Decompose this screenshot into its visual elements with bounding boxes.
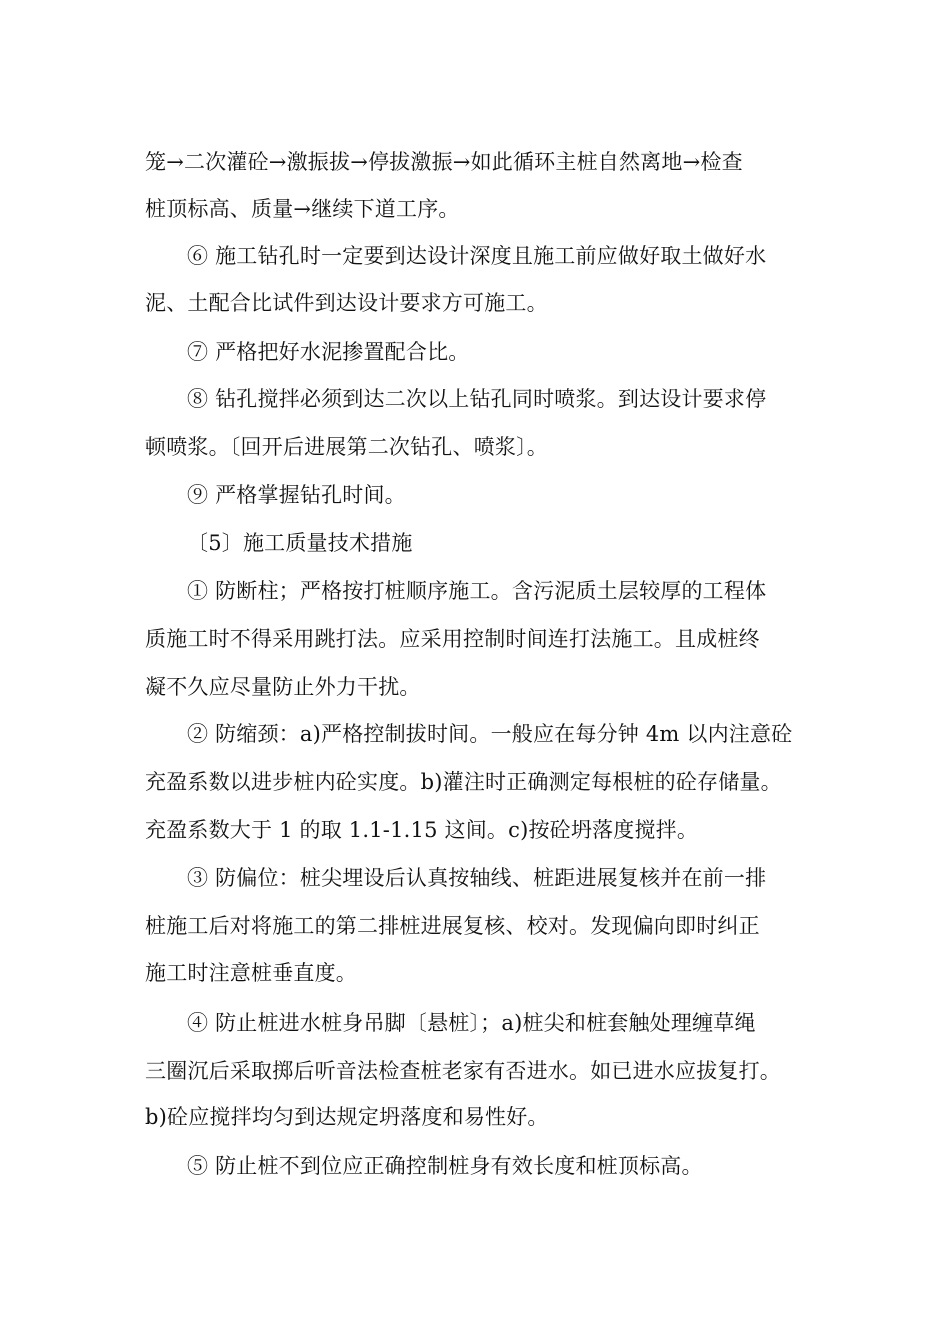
text-line: 桩施工后对将施工的第二排桩进展复核、校对。发现偏向即时纠正 bbox=[145, 914, 760, 938]
text-line: 桩顶标高、质量→继续下道工序。 bbox=[145, 197, 460, 221]
text-line: ① 防断柱；严格按打桩顺序施工。含污泥质土层较厚的工程体 bbox=[187, 579, 767, 603]
text-line: 施工时注意桩垂直度。 bbox=[145, 961, 357, 985]
section-heading: 〔5〕施工质量技术措施 bbox=[187, 531, 413, 555]
text-line: 充盈系数以进步桩内砼实度。b)灌注时正确测定每根桩的砼存储量。 bbox=[145, 770, 782, 794]
text-line: 顿喷浆。〔回开后进展第二次钻孔、喷浆〕。 bbox=[145, 435, 548, 459]
text-line: 质施工时不得采用跳打法。应采用控制时间连打法施工。且成桩终 bbox=[145, 627, 760, 651]
text-line: 三圈沉后采取掷后听音法检查桩老家有否进水。如已进水应拔复打。 bbox=[145, 1059, 781, 1083]
text-line: 泥、土配合比试件到达设计要求方可施工。 bbox=[145, 291, 548, 315]
text-line: ⑨ 严格掌握钻孔时间。 bbox=[187, 483, 406, 507]
text-line: b)砼应搅拌均匀到达规定坍落度和易性好。 bbox=[145, 1105, 549, 1129]
text-line: ② 防缩颈：a)严格控制拔时间。一般应在每分钟 4m 以内注意砼 bbox=[187, 722, 793, 746]
text-line: ⑦ 严格把好水泥掺置配合比。 bbox=[187, 340, 470, 364]
text-line: ⑧ 钻孔搅拌必须到达二次以上钻孔同时喷浆。到达设计要求停 bbox=[187, 387, 767, 411]
text-line: 充盈系数大于 1 的取 1.1-1.15 这间。c)按砼坍落度搅拌。 bbox=[145, 818, 699, 842]
text-line: ③ 防偏位：桩尖埋设后认真按轴线、桩距进展复核并在前一排 bbox=[187, 866, 767, 890]
text-line: ⑤ 防止桩不到位应正确控制桩身有效长度和桩顶标高。 bbox=[187, 1154, 703, 1178]
text-line: ④ 防止桩进水桩身吊脚〔悬桩〕；a)桩尖和桩套触处理缠草绳 bbox=[187, 1011, 756, 1035]
text-line: 凝不久应尽量防止外力干扰。 bbox=[145, 675, 421, 699]
text-line: ⑥ 施工钻孔时一定要到达设计深度且施工前应做好取土做好水 bbox=[187, 244, 767, 268]
text-line: 笼→二次灌砼→激振拔→停拔激振→如此循环主桩自然离地→检查 bbox=[145, 150, 743, 174]
